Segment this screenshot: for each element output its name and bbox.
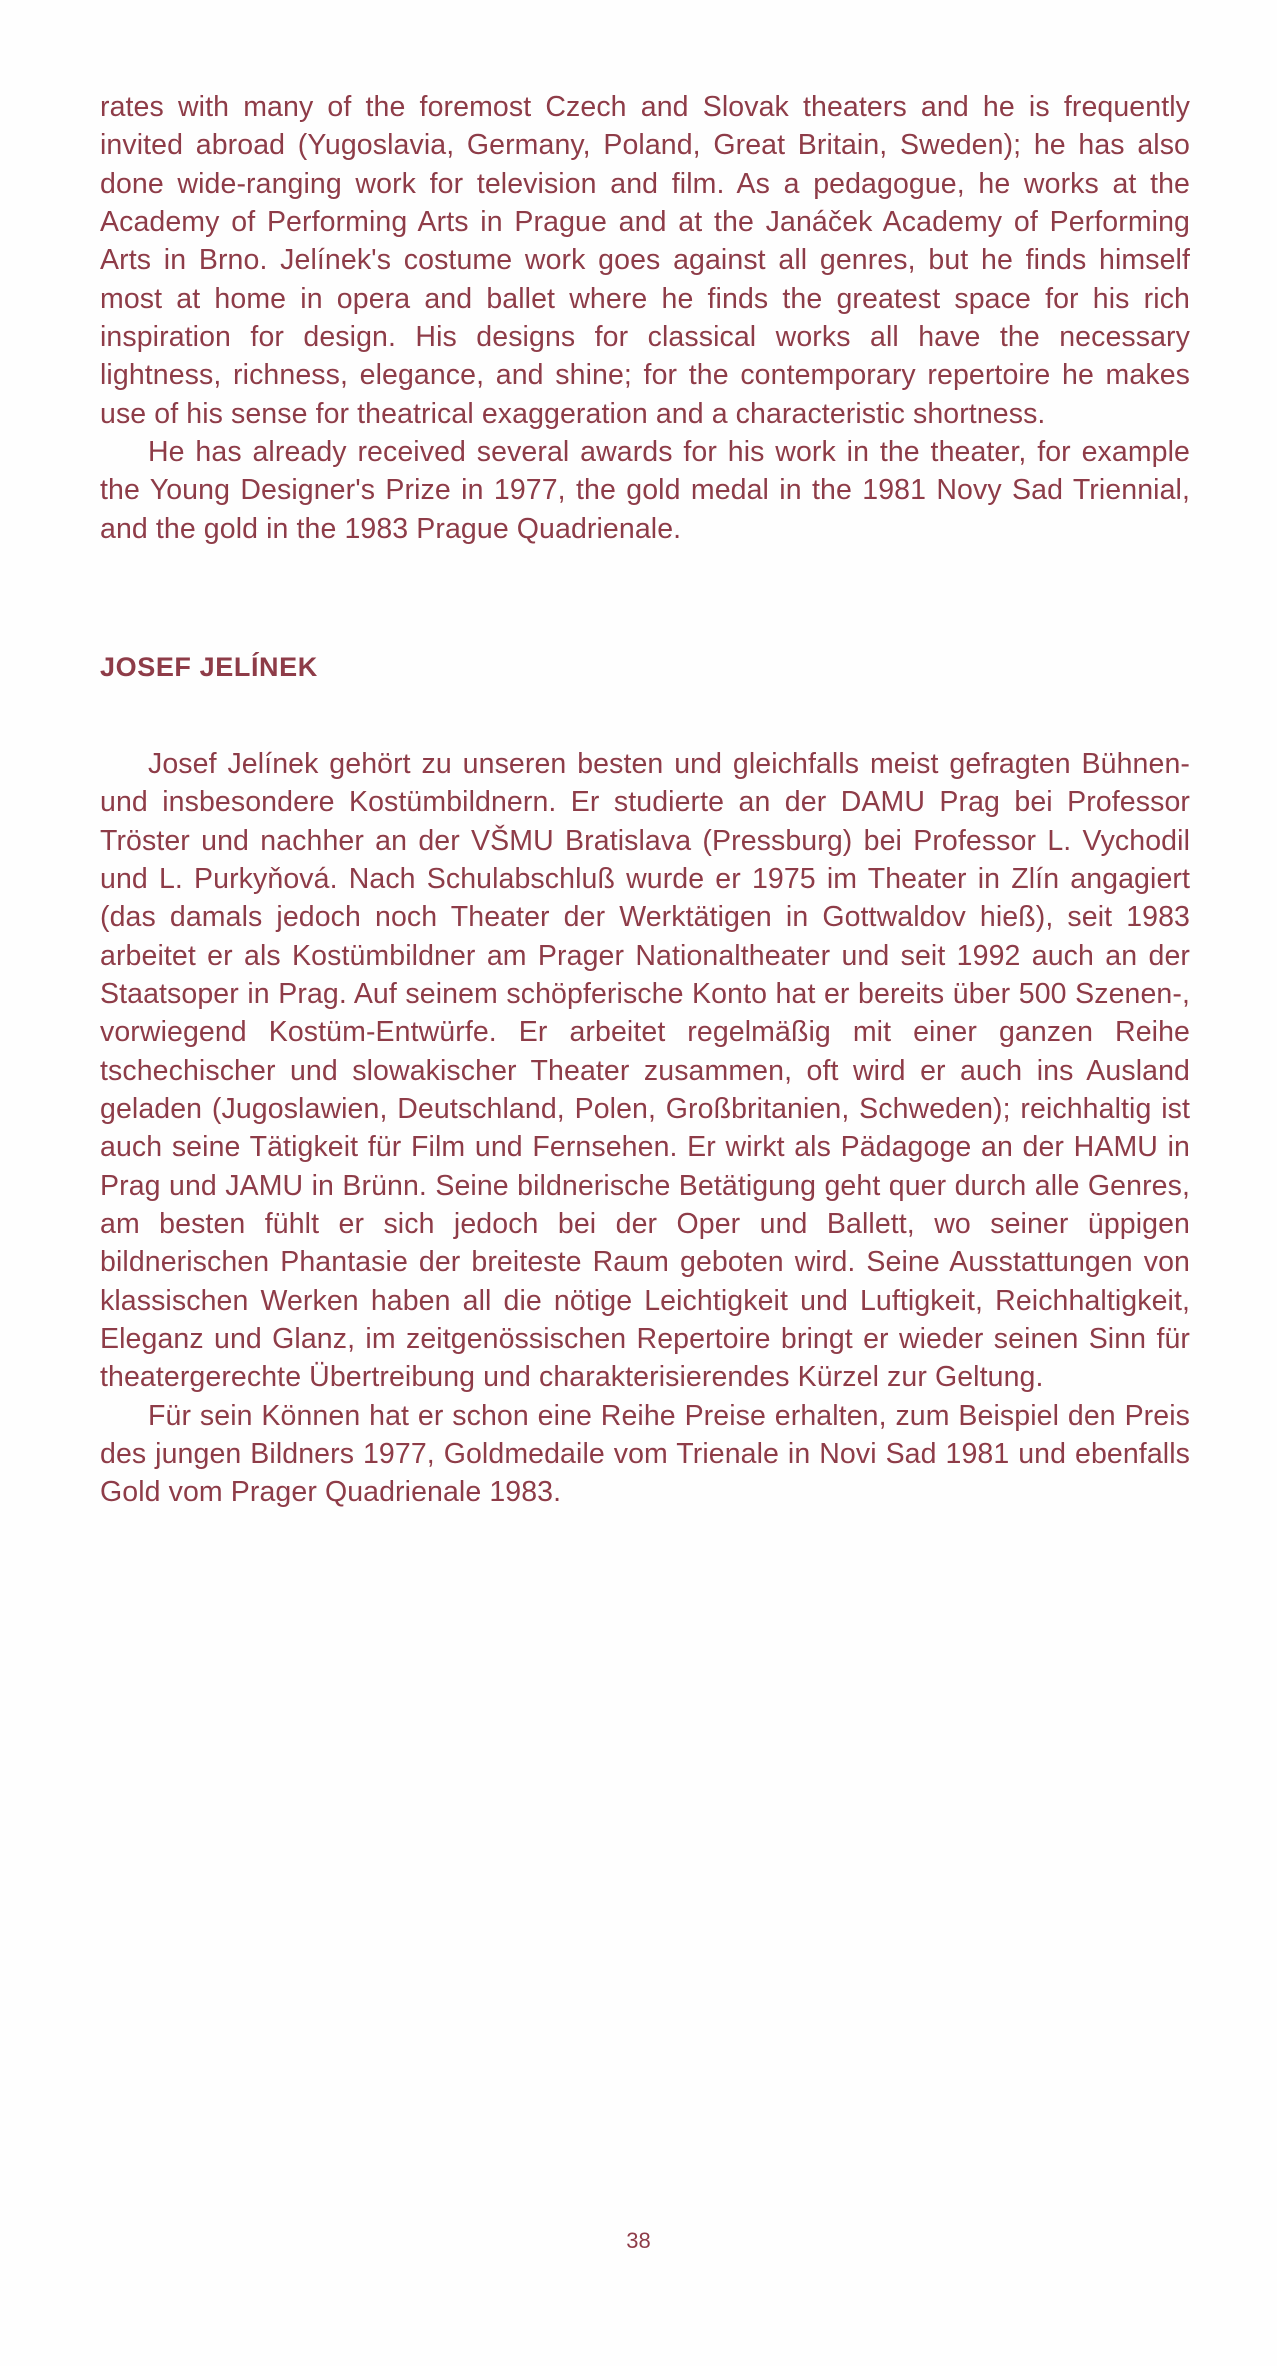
section-heading-josef-jelinek: JOSEF JELÍNEK: [100, 651, 318, 682]
spacer-above-heading: [100, 548, 1190, 652]
paragraph-german-biography: Josef Jelínek gehört zu unseren besten und gleichfalls meist gefragten Bühnen- und insbesondere Kostümbildnern. Er studierte an der DAMU Prag bei Professor Tröster und nachher an der VŠMU Bratislava (Pressburg) bei Professor L. Vychodil und L. Purkyňová. Nach Schulabschluß wurde er 1975 im Theater in Zlín angagiert (das damals jedoch noch Theater der Werktätigen in Gottwaldov hieß), seit 1983 arbeitet er als Kostümbildner am Prager Nationaltheater und seit 1992 auch an der Staatsoper in Prag. Auf seinem schöpferische Konto hat er bereits über 500 Szenen-, vorwiegend Kostüm-Entwürfe. Er arbeitet regelmäßig mit einer ganzen Reihe tschechischer und slowakischer Theater zusammen, oft wird er auch ins Ausland geladen (Jugoslawien, Deutschland, Polen, Großbritanien, Schweden); reichhaltig ist auch seine Tätigkeit für Film und Fernsehen. Er wirkt als Pädagoge an der HAMU in Prag und JAMU in Brünn. Seine bildnerische Betätigung geht quer durch alle Genres, am besten fühlt er sich jedoch bei der Oper und Ballett, wo seiner üppigen bildnerischen Phantasie der breiteste Raum geboten wird. Seine Ausstattungen von klassischen Werken haben all die nötige Leichtigkeit und Luftigkeit, Reichhaltigkeit, Eleganz und Glanz, im zeitgenössischen Repertoire bringt er wieder seinen Sinn für theatergerechte Übertreibung und charakterisierendes Kürzel zur Geltung.: [100, 747, 1190, 1394]
paragraph-english-continued: rates with many of the foremost Czech and Slovak theaters and he is frequently invited abroad (Yugoslavia, Germany, Poland, Great Britain, Sweden); he has also done wide-ranging work for television and film. As a pedagogue, he works at the Academy of Performing Arts in Prague and at the Janáček Academy of Performing Arts in Brno. Jelínek's costume work goes against all genres, but he finds himself most at home in opera and ballet where he finds the greatest space for his rich inspiration for design. His designs for classical works all have the necessary lightness, richness, elegance, and shine; for the contemporary repertoire he makes use of his sense for theatrical exaggeration and a characteristic shortness.: [100, 91, 1190, 430]
spacer-below-heading: [100, 683, 1190, 745]
paragraph-english-awards: He has already received several awards for his work in the theater, for example the Young Designer's Prize in 1977, the gold medal in the 1981 Novy Sad Triennial, and the gold in the 1983 Prague Quadrienale.: [100, 435, 1190, 545]
page-number: 38: [626, 2228, 651, 2253]
paragraph-german-awards: Für sein Können hat er schon eine Reihe Preise erhalten, zum Beispiel den Preis des jungen Bildners 1977, Goldmedaile vom Trienale in Novi Sad 1981 und ebenfalls Gold vom Prager Quadrienale 1983.: [100, 1399, 1190, 1509]
page-content: [100, 88, 1190, 1512]
